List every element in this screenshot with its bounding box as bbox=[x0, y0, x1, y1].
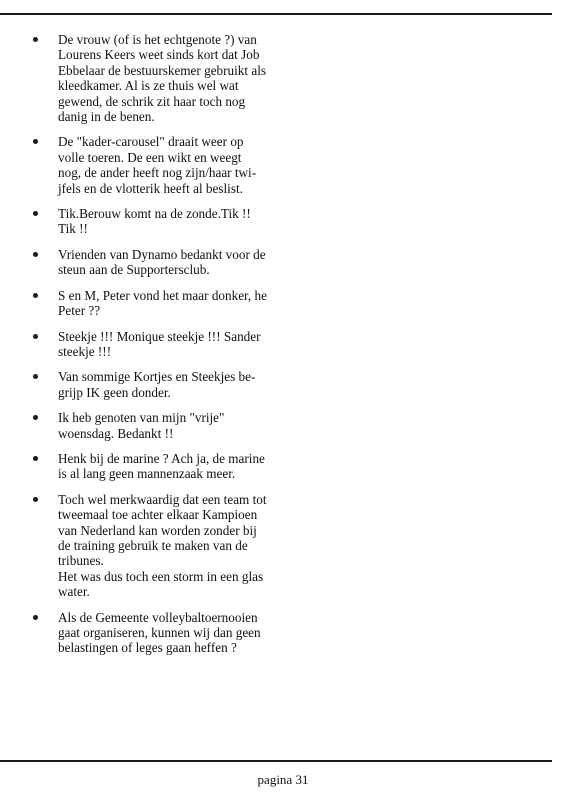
item-line: gaat organiseren, kunnen wij dan geen bbox=[58, 625, 261, 640]
item-line: grijp IK geen donder. bbox=[58, 384, 171, 400]
list-item bbox=[0, 288, 298, 319]
list-item bbox=[0, 32, 298, 124]
list-item bbox=[0, 451, 298, 482]
item-line: De "kader-carousel" draait weer op bbox=[58, 134, 244, 150]
top-rule bbox=[0, 13, 552, 15]
item-line: Steekje !!! Monique steekje !!! Sander bbox=[58, 328, 261, 344]
bullet-icon bbox=[33, 456, 38, 461]
list-item bbox=[0, 329, 298, 360]
item-line: Ebbelaar de bestuurskemer gebruikt als bbox=[58, 62, 266, 78]
item-line: volle toeren. De een wikt en weegt bbox=[58, 149, 242, 165]
list-item bbox=[0, 247, 298, 278]
list-item bbox=[0, 206, 298, 237]
item-line: steun aan de Supportersclub. bbox=[58, 262, 210, 278]
item-line: Lourens Keers weet sinds kort dat Job bbox=[58, 47, 260, 63]
item-line: Tik !! bbox=[58, 221, 88, 237]
bullet-icon bbox=[33, 615, 38, 620]
item-line: Tik.Berouw komt na de zonde.Tik !! bbox=[58, 206, 251, 222]
item-line: steekje !!! bbox=[58, 343, 112, 359]
bullet-icon bbox=[33, 252, 38, 257]
bottom-rule bbox=[0, 760, 552, 762]
item-line: Vrienden van Dynamo bedankt voor de bbox=[58, 246, 266, 262]
item-line: tweemaal toe achter elkaar Kampioen bbox=[58, 507, 258, 523]
page-footer bbox=[0, 772, 566, 788]
item-line: Henk bij de marine ? Ach ja, de marine bbox=[58, 450, 265, 466]
item-line: water. bbox=[58, 584, 90, 600]
list-item bbox=[0, 134, 298, 196]
item-line: Toch wel merkwaardig dat een team tot bbox=[58, 491, 267, 507]
bullet-icon bbox=[33, 334, 38, 339]
list-item bbox=[0, 492, 298, 600]
page-number: pagina 31 bbox=[257, 772, 309, 787]
item-line: gewend, de schrik zit haar toch nog bbox=[58, 93, 246, 109]
bullet-icon bbox=[33, 37, 38, 42]
item-line: Peter ?? bbox=[58, 303, 101, 319]
bullet-icon bbox=[33, 293, 38, 298]
item-line: S en M, Peter vond het maar donker, he bbox=[58, 287, 267, 303]
item-line: danig in de benen. bbox=[58, 109, 155, 125]
bullet-icon bbox=[33, 497, 38, 502]
item-line: Het was dus toch een storm in een glas bbox=[58, 568, 264, 584]
bullet-list bbox=[0, 32, 560, 666]
list-item bbox=[0, 369, 298, 400]
item-line: De vrouw (of is het echtgenote ?) van bbox=[58, 32, 257, 47]
item-line: belastingen of leges gaan heffen ? bbox=[58, 640, 237, 656]
item-line: Als de Gemeente volleybaltoernooien bbox=[58, 609, 258, 625]
item-line: nog, de ander heeft nog zijn/haar twi- bbox=[58, 165, 257, 181]
item-line: Van sommige Kortjes en Steekjes be- bbox=[58, 369, 256, 385]
list-item bbox=[0, 610, 298, 656]
item-line: tribunes. bbox=[58, 553, 104, 569]
item-line: jfels en de vlotterik heeft al beslist. bbox=[58, 180, 243, 196]
item-line: woensdag. Bedankt !! bbox=[58, 425, 174, 441]
bullet-icon bbox=[33, 139, 38, 144]
bullet-icon bbox=[33, 415, 38, 420]
item-line: de training gebruik te maken van de bbox=[58, 537, 248, 553]
item-line: kleedkamer. Al is ze thuis wel wat bbox=[58, 78, 239, 94]
item-line: Ik heb genoten van mijn "vrije" bbox=[58, 410, 225, 426]
list-item bbox=[0, 410, 298, 441]
bullet-icon bbox=[33, 211, 38, 216]
bullet-icon bbox=[33, 374, 38, 379]
item-line: is al lang geen mannenzaak meer. bbox=[58, 466, 236, 482]
item-line: van Nederland kan worden zonder bij bbox=[58, 522, 257, 538]
